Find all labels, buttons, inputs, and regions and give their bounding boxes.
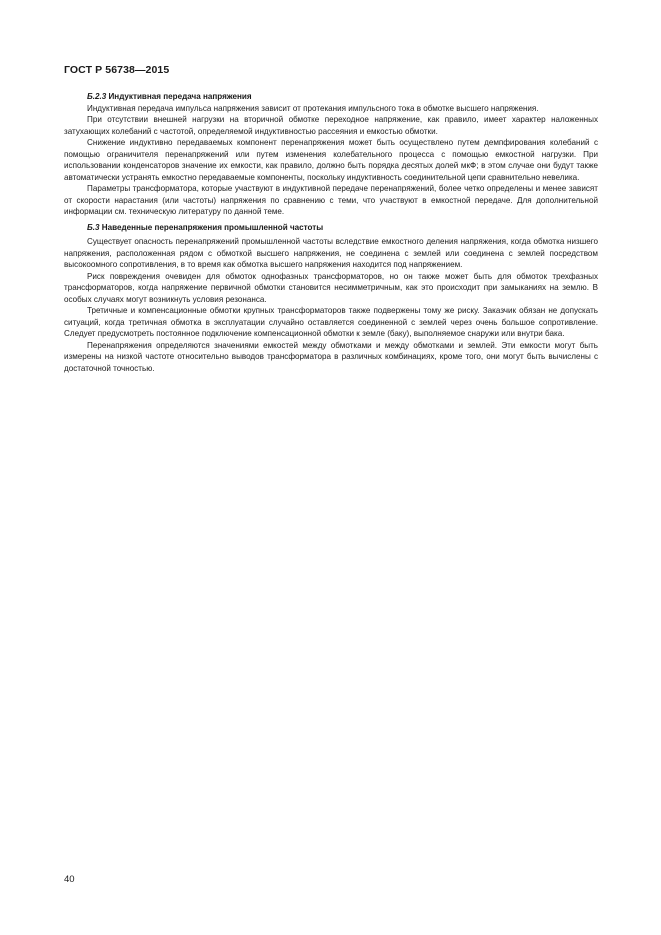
paragraph: Третичные и компенсационные обмотки крупных трансформаторов также подвержены тому же риску. Заказчик обязан не допускать ситуаций, когда третичная обмотка в эксплуатации случайно оставляется соединенной с землей через очень большое сопротивление. Следует предусмотреть постоянное подключение компенсационной обмотки к земле (баку), выполняемое снаружи или внутри бака. <box>64 306 598 338</box>
paragraph: Параметры трансформатора, которые участвуют в индуктивной передаче перенапряжений, более четко определены и менее зависят от скорости нарастания (или частоты) напряжения по сравнению с теми, что участвуют в емкостной передаче. Для дополнительной информации см. техническую литературу по данной теме. <box>64 184 598 216</box>
section-heading <box>64 91 598 103</box>
paragraph: Снижение индуктивно передаваемых компонент перенапряжения может быть осуществлено путем демпфирования колебаний с помощью ограничителя перенапряжений или путем изменения колебательного процесса с помощью емкостной нагрузки. При использовании конденсаторов значение их емкости, как правило, должно быть порядка десятых долей мкФ; в этом случае они будут также автоматически устранять емкостно передаваемые компоненты, поскольку индуктивность соединительной цепи сравнительно невелика. <box>64 138 598 182</box>
paragraph: Перенапряжения определяются значениями емкостей между обмотками и между обмотками и землей. Эти емкости могут быть измерены на низкой частоте относительно выводов трансформатора в различных комбинациях, кроме того, они могут быть вычислены с достаточной точностью. <box>64 340 598 373</box>
paragraph: При отсутствии внешней нагрузки на вторичной обмотке переходное напряжение, как правило, имеет характер наложенных затухающих колебаний с частотой, определяемой индуктивностью рассеяния и емкостью обмотки. <box>64 115 598 136</box>
paragraph: Существует опасность перенапряжений промышленной частоты вследствие емкостного деления напряжения, когда обмотка низшего напряжения, расположенная рядом с обмоткой высшего напряжения, не соединена с землей или соединена с землей посредством высокоомного сопротивления, в то время как обмотка высшего напряжения находится под напряжением. <box>64 237 598 269</box>
paragraph: Индуктивная передача импульса напряжения зависит от протекания импульсного тока в обмотке высшего напряжения. <box>87 103 539 113</box>
document-body <box>64 91 598 374</box>
page-number: 40 <box>64 874 75 885</box>
section-title: Наведенные перенапряжения промышленной частоты <box>101 222 324 232</box>
section-number: Б.2.3 <box>87 92 107 101</box>
section-title: Индуктивная передача напряжения <box>108 92 252 101</box>
paragraph: Риск повреждения очевиден для обмоток однофазных трансформаторов, но он также может быть для обмоток трехфазных трансформаторов, когда напряжение первичной обмотки становится несимметричным, как это происходит при замыканиях на землю. В особых случаях могут возникнуть условия резонанса. <box>64 271 598 304</box>
section-number: Б.3 <box>87 222 100 232</box>
standard-header: ГОСТ Р 56738—2015 <box>64 64 170 76</box>
section-heading <box>64 222 598 234</box>
